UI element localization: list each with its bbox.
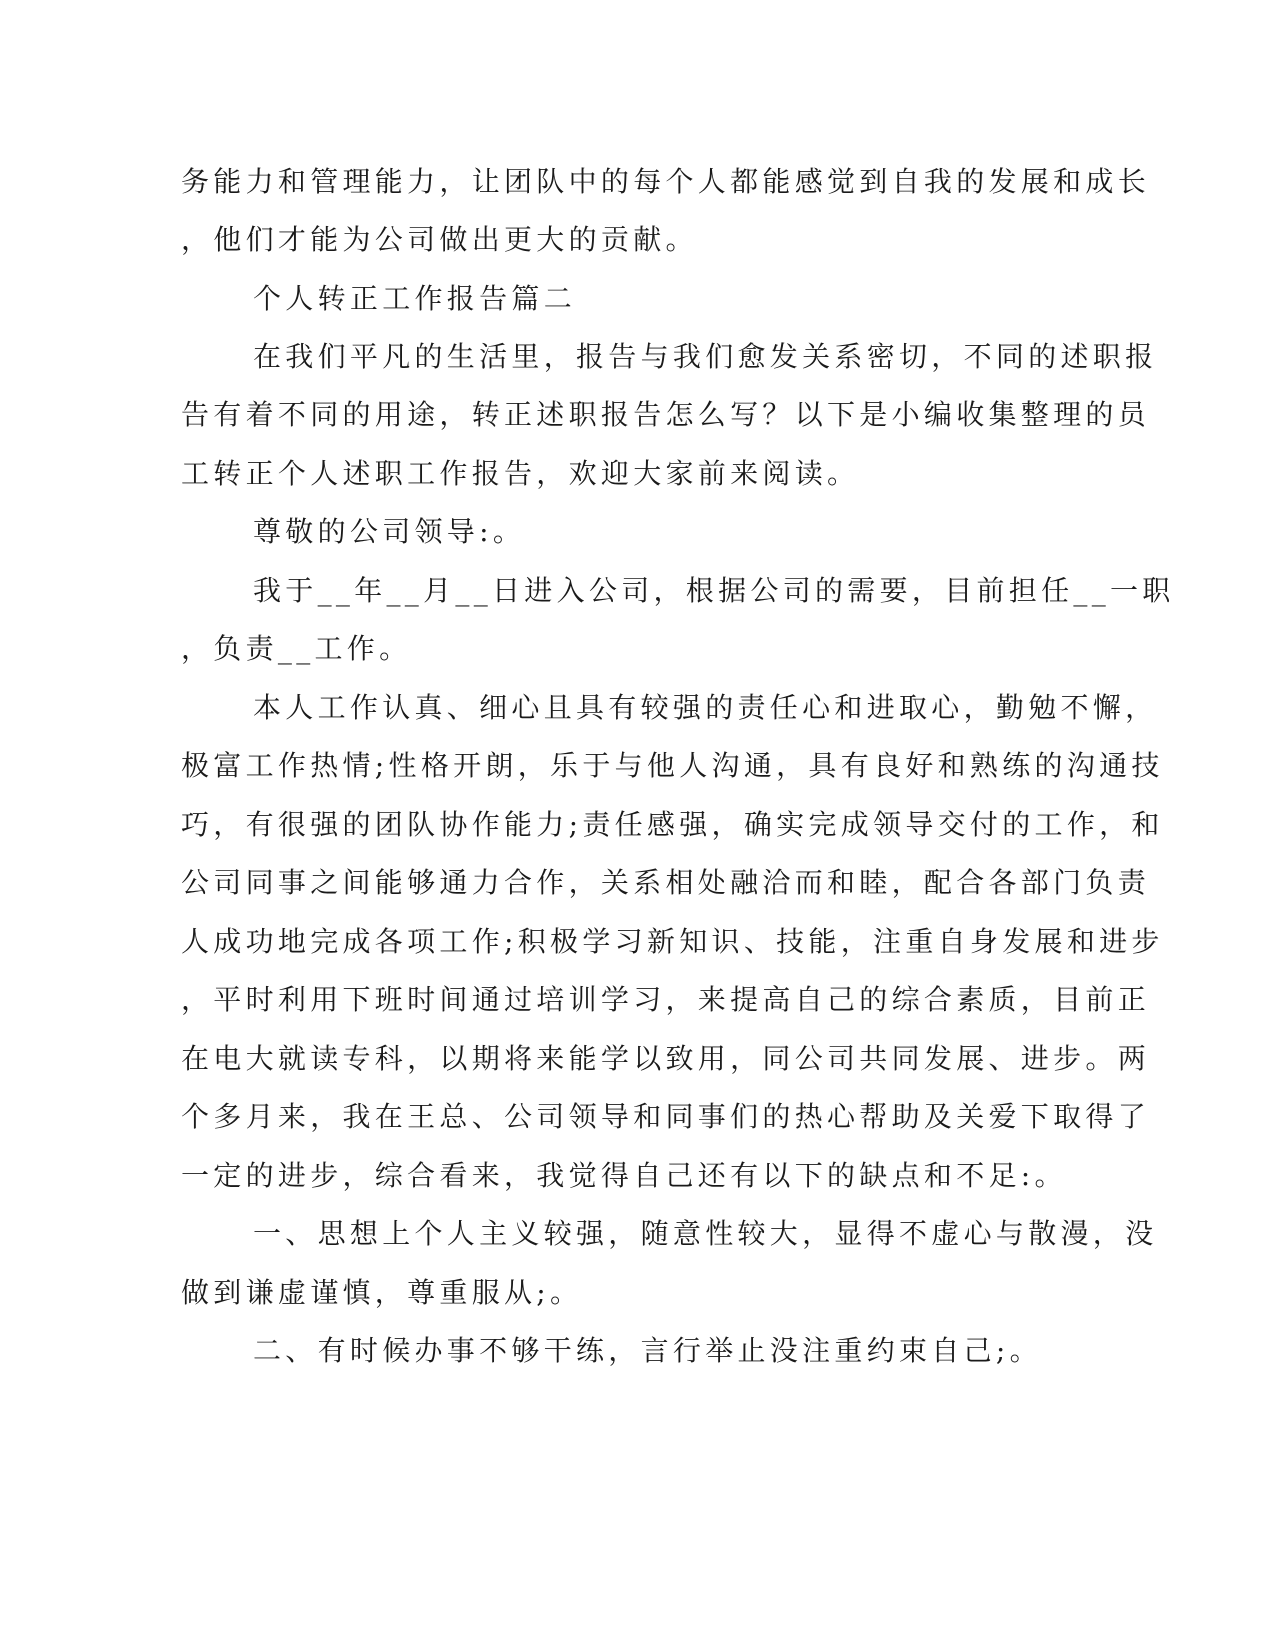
text-line: 二、有时候办事不够干练，言行举止没注重约束自己;。 xyxy=(253,1334,1042,1367)
text-line: 务能力和管理能力，让团队中的每个人都能感觉到自我的发展和成长 xyxy=(181,165,1151,198)
text-line: 在电大就读专科，以期将来能学以致用，同公司共同发展、进步。两 xyxy=(181,1042,1151,1075)
section-heading: 个人转正工作报告篇二 xyxy=(253,282,577,315)
text-line: 人成功地完成各项工作;积极学习新知识、技能，注重自身发展和进步 xyxy=(181,925,1164,958)
text-line: 在我们平凡的生活里，报告与我们愈发关系密切，不同的述职报 xyxy=(253,340,1158,373)
text-line: ，平时利用下班时间通过培训学习，来提高自己的综合素质，目前正 xyxy=(181,983,1151,1016)
text-line: 一、思想上个人主义较强，随意性较大，显得不虚心与散漫，没 xyxy=(253,1217,1158,1250)
text-line: 极富工作热情;性格开朗，乐于与他人沟通，具有良好和熟练的沟通技 xyxy=(181,749,1164,782)
text-line: 一定的进步，综合看来，我觉得自己还有以下的缺点和不足:。 xyxy=(181,1159,1067,1192)
salutation: 尊敬的公司领导:。 xyxy=(253,515,526,548)
text-line: 工转正个人述职工作报告，欢迎大家前来阅读。 xyxy=(181,457,860,490)
text-line: 公司同事之间能够通力合作，关系相处融洽而和睦，配合各部门负责 xyxy=(181,866,1151,899)
text-line: 个多月来，我在王总、公司领导和同事们的热心帮助及关爱下取得了 xyxy=(181,1100,1151,1133)
text-line: 巧，有很强的团队协作能力;责任感强，确实完成领导交付的工作，和 xyxy=(181,808,1164,841)
text-line: 本人工作认真、细心且具有较强的责任心和进取心，勤勉不懈， xyxy=(253,691,1158,724)
text-line: 告有着不同的用途，转正述职报告怎么写？以下是小编收集整理的员 xyxy=(181,398,1151,431)
text-line: ，他们才能为公司做出更大的贡献。 xyxy=(181,223,698,256)
text-line: 做到谦虚谨慎，尊重服从;。 xyxy=(181,1276,583,1309)
text-line: ，负责__工作。 xyxy=(181,632,412,665)
text-line: 我于__年__月__日进入公司，根据公司的需要，目前担任__一职 xyxy=(253,574,1175,607)
